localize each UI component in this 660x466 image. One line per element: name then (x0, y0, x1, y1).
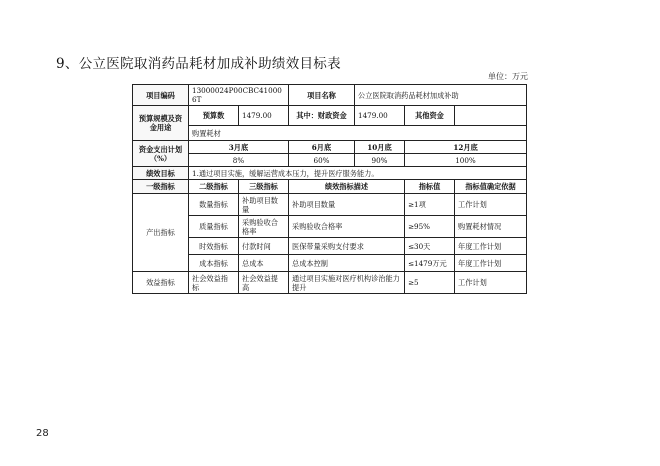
other-funds-label: 其他资金 (405, 106, 455, 126)
row-value: ≤1479万元 (405, 255, 455, 272)
row-basis: 购置耗材情况 (455, 216, 527, 238)
table-row (133, 194, 527, 216)
unit-label: 单位：万元 (488, 72, 528, 81)
page-title: 9、公立医院取消药品耗材加成补助绩效目标表 (56, 56, 341, 72)
row-basis: 工作计划 (455, 272, 527, 294)
row-level2: 社会效益指标 (189, 272, 239, 294)
row-description: 总成本控制 (289, 255, 405, 272)
row-description: 补助项目数量 (289, 194, 405, 216)
fund-usage: 购置耗材 (189, 126, 527, 141)
schedule-label: 资金支出计划（%） (133, 141, 189, 167)
row-level2: 质量指标 (189, 216, 239, 238)
performance-goal-table (132, 84, 527, 294)
schedule-header-q2: 6月底 (289, 141, 355, 154)
row-level2: 时效指标 (189, 238, 239, 255)
row-description: 医保带量采购支付要求 (289, 238, 405, 255)
row-level3: 付款时间 (239, 238, 289, 255)
header-value: 指标值 (405, 180, 455, 194)
project-code: 13000024P00CBC410006T (189, 85, 289, 106)
schedule-header-q3: 10月底 (355, 141, 405, 154)
output-indicator-label: 产出指标 (133, 194, 189, 272)
header-level1: 一级指标 (133, 180, 189, 194)
table-row (133, 255, 527, 272)
schedule-value-q4: 100% (405, 154, 527, 167)
schedule-header-q4: 12月底 (405, 141, 527, 154)
budget-amount-label: 预算数 (189, 106, 239, 126)
schedule-header-q1: 3月底 (189, 141, 289, 154)
row-description: 通过项目实施对医疗机构诊治能力提升 (289, 272, 405, 294)
header-level2: 二级指标 (189, 180, 239, 194)
header-basis: 指标值确定依据 (455, 180, 527, 194)
row-level2: 成本指标 (189, 255, 239, 272)
row-value: ≥1项 (405, 194, 455, 216)
schedule-value-q3: 90% (355, 154, 405, 167)
project-code-label: 项目编码 (133, 85, 189, 106)
row-level3: 采购验收合格率 (239, 216, 289, 238)
other-funds (455, 106, 527, 126)
row-value: ≤30天 (405, 238, 455, 255)
header-description: 绩效指标描述 (289, 180, 405, 194)
row-level2: 数量指标 (189, 194, 239, 216)
fiscal-funds-label: 其中：财政资金 (289, 106, 355, 126)
benefit-indicator-label: 效益指标 (133, 272, 189, 294)
row-basis: 年度工作计划 (455, 255, 527, 272)
row-description: 采购验收合格率 (289, 216, 405, 238)
row-level3: 补助项目数量 (239, 194, 289, 216)
row-value: ≥95% (405, 216, 455, 238)
table-row (133, 272, 527, 294)
page-number: 28 (36, 428, 49, 439)
goal-text: 1.通过项目实施，缓解运营成本压力，提升医疗服务能力。 (189, 167, 527, 180)
budget-label: 预算规模及资金用途 (133, 106, 189, 141)
fiscal-funds: 1479.00 (355, 106, 405, 126)
row-level3: 社会效益提高 (239, 272, 289, 294)
project-name-label: 项目名称 (289, 85, 355, 106)
project-name: 公立医院取消药品耗材加成补助 (355, 85, 527, 106)
table-row (133, 238, 527, 255)
budget-amount: 1479.00 (239, 106, 289, 126)
goal-label: 绩效目标 (133, 167, 189, 180)
header-level3: 三级指标 (239, 180, 289, 194)
schedule-value-q2: 60% (289, 154, 355, 167)
schedule-value-q1: 8% (189, 154, 289, 167)
row-basis: 工作计划 (455, 194, 527, 216)
table-row (133, 216, 527, 238)
row-value: ≥5 (405, 272, 455, 294)
row-level3: 总成本 (239, 255, 289, 272)
row-basis: 年度工作计划 (455, 238, 527, 255)
